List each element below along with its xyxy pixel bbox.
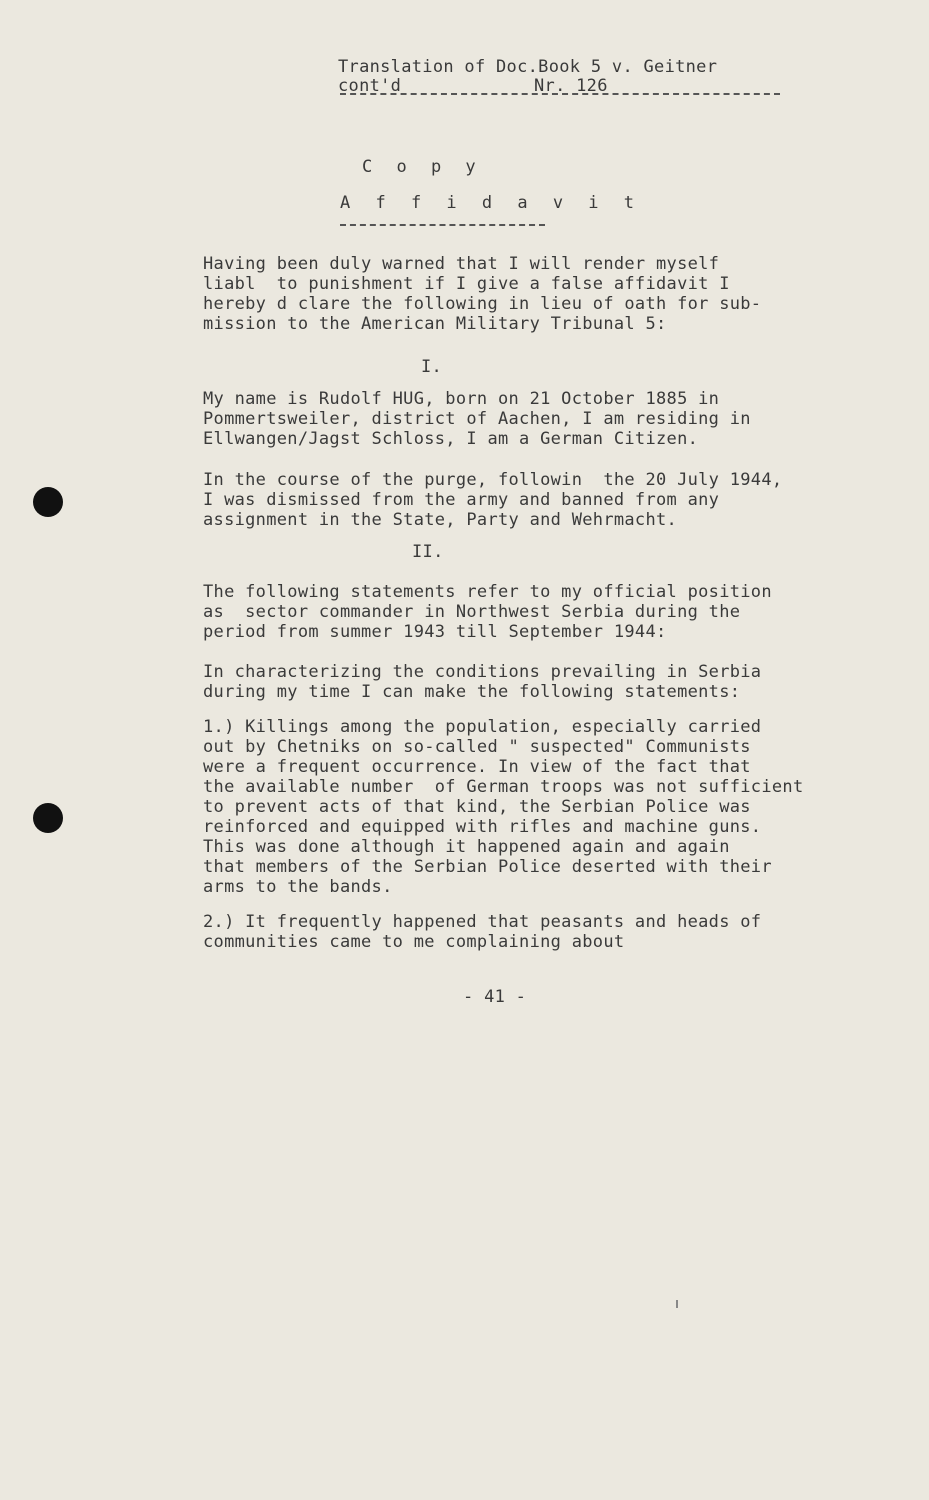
item-line: 2.) It frequently happened that peasants and heads of bbox=[203, 912, 762, 932]
scan-mark bbox=[676, 1300, 678, 1308]
section-heading-2: II. bbox=[412, 542, 444, 562]
item-line: communities came to me complaining about bbox=[203, 932, 625, 952]
header-contd: cont'd bbox=[338, 76, 402, 96]
title-underline bbox=[340, 224, 545, 226]
punch-hole bbox=[33, 487, 63, 517]
paragraph-line: assignment in the State, Party and Wehrmacht. bbox=[203, 510, 678, 530]
paragraph-line: I was dismissed from the army and banned from any bbox=[203, 490, 720, 510]
section-heading-1: I. bbox=[421, 357, 443, 377]
intro-line: hereby d clare the following in lieu of oath for sub- bbox=[203, 294, 762, 314]
header-divider bbox=[340, 93, 780, 95]
paragraph-line: period from summer 1943 till September 1944: bbox=[203, 622, 667, 642]
item-line: the available number of German troops was not sufficient bbox=[203, 777, 804, 797]
item-line: to prevent acts of that kind, the Serbian Police was bbox=[203, 797, 751, 817]
item-line: arms to the bands. bbox=[203, 877, 393, 897]
paragraph-line: My name is Rudolf HUG, born on 21 October 1885 in bbox=[203, 389, 720, 409]
paragraph-line: Ellwangen/Jagst Schloss, I am a German Citizen. bbox=[203, 429, 699, 449]
paragraph-line: as sector commander in Northwest Serbia during the bbox=[203, 602, 741, 622]
punch-hole bbox=[33, 803, 63, 833]
paragraph-line: Pommertsweiler, district of Aachen, I am residing in bbox=[203, 409, 751, 429]
item-line: were a frequent occurrence. In view of the fact that bbox=[203, 757, 751, 777]
item-line: 1.) Killings among the population, especially carried bbox=[203, 717, 762, 737]
copy-label: C o p y bbox=[362, 157, 483, 177]
paragraph-line: during my time I can make the following statements: bbox=[203, 682, 741, 702]
paragraph-line: The following statements refer to my official position bbox=[203, 582, 772, 602]
page-number: - 41 - bbox=[463, 987, 527, 1007]
intro-line: liabl to punishment if I give a false affidavit I bbox=[203, 274, 730, 294]
header-doc-number: Nr. 126 bbox=[534, 76, 608, 96]
paragraph-line: In the course of the purge, followin the 20 July 1944, bbox=[203, 470, 783, 490]
item-line: out by Chetniks on so-called " suspected" Communists bbox=[203, 737, 751, 757]
intro-line: Having been duly warned that I will render myself bbox=[203, 254, 720, 274]
header-title: Translation of Doc.Book 5 v. Geitner bbox=[338, 57, 718, 77]
document-title: A f f i d a v i t bbox=[340, 193, 642, 213]
item-line: that members of the Serbian Police deserted with their bbox=[203, 857, 772, 877]
intro-line: mission to the American Military Tribunal 5: bbox=[203, 314, 667, 334]
paragraph-line: In characterizing the conditions prevailing in Serbia bbox=[203, 662, 762, 682]
item-line: reinforced and equipped with rifles and machine guns. bbox=[203, 817, 762, 837]
item-line: This was done although it happened again and again bbox=[203, 837, 730, 857]
